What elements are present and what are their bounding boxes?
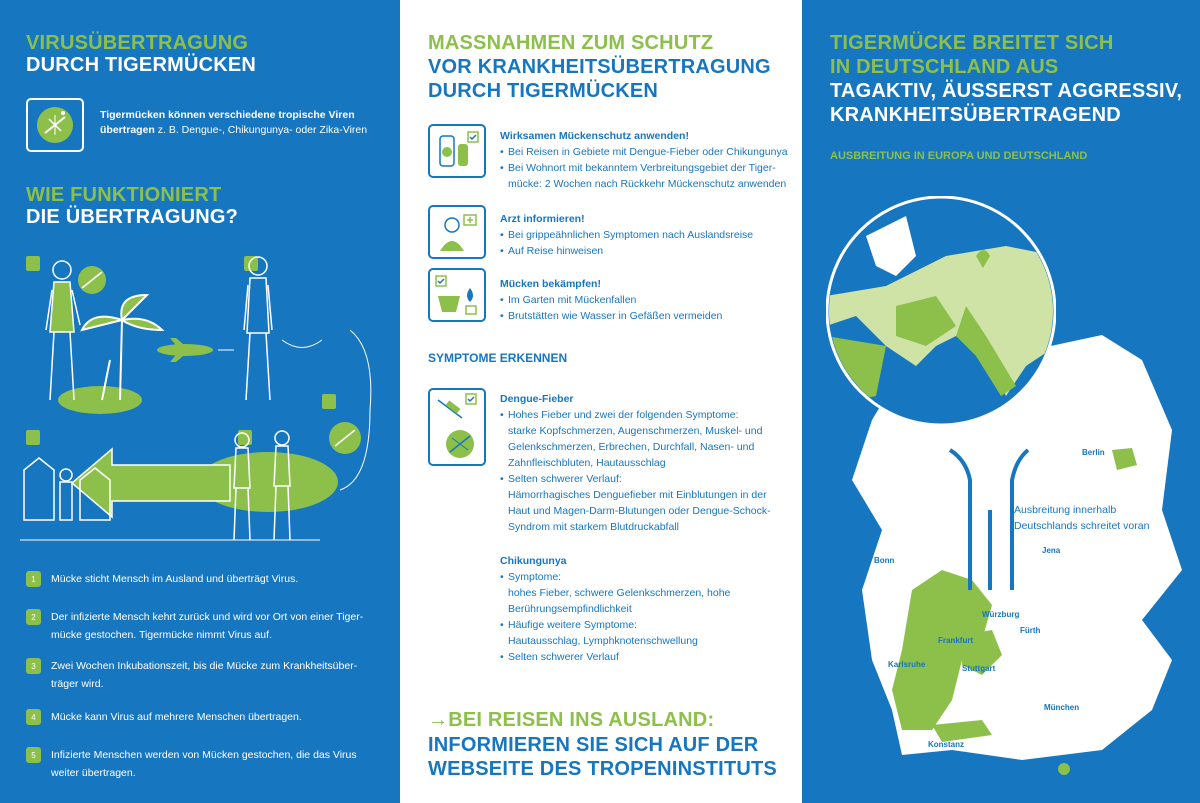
chik-bullet-1: • Symptome:: [500, 569, 790, 585]
transmission-illustration: [20, 250, 390, 550]
city-fuerth: Fürth: [1020, 626, 1041, 635]
measure-3-title: Mücken bekämpfen!: [500, 278, 601, 290]
doctor-icon: [434, 211, 480, 253]
intro-rest: z. B. Dengue-, Chikungunya- oder Zika-Viren: [154, 124, 368, 136]
dengue-bullet-2: • Selten schwerer Verlauf:: [500, 471, 790, 487]
right-subtitle: AUSBREITUNG IN EUROPA UND DEUTSCHLAND: [830, 150, 1088, 162]
step-4: [26, 708, 376, 726]
right-panel: [802, 0, 1200, 803]
city-bonn: Bonn: [874, 556, 895, 565]
left-title-line2: DURCH TIGERMÜCKEN: [26, 54, 257, 76]
how-title-line1: WIE FUNKTIONIERT: [26, 184, 222, 206]
step-2-number: 2: [26, 609, 41, 625]
trap-icon: [434, 274, 480, 316]
dengue-block: [500, 391, 790, 535]
step-1-number: 1: [26, 571, 41, 587]
left-title-line1: VIRUSÜBERTRAGUNG: [26, 32, 249, 54]
trap-icon-box: [428, 268, 486, 322]
mosquito-icon-box: [26, 98, 84, 152]
intro-bold: Tigermücken können verschiedene tropische Viren übertragen: [100, 109, 355, 136]
measure-3-bullet-1: • Im Garten mit Mückenfallen: [500, 292, 790, 308]
measure-3-bullet-2: • Brutstätten wie Wasser in Gefäßen vermeiden: [500, 308, 790, 324]
symptoms-title: SYMPTOME ERKENNEN: [428, 351, 568, 365]
europe-map: [826, 196, 1056, 426]
measure-2: [500, 211, 790, 259]
city-berlin: Berlin: [1082, 448, 1105, 457]
airplane-icon: [157, 338, 213, 362]
city-freiburg: Freiburg: [858, 707, 891, 716]
dengue-bullet-1: • Hohes Fieber und zwei der folgenden Symptome:: [500, 407, 790, 423]
city-jena: Jena: [1042, 546, 1061, 555]
mid-title-line3: DURCH TIGERMÜCKEN: [428, 80, 659, 102]
dengue-title: Dengue-Fieber: [500, 393, 574, 405]
chik-bullet-3: • Selten schwerer Verlauf: [500, 649, 790, 665]
step-3-text: Zwei Wochen Inkubationszeit, bis die Mücke zum Krankheitsüber-träger wird.: [51, 660, 358, 690]
doctor-icon-box: [428, 205, 486, 259]
measure-2-bullet-1: • Bei grippeähnlichen Symptomen nach Auslandsreise: [500, 227, 790, 243]
city-frankfurt: Frankfurt: [938, 636, 974, 645]
step-4-text: Mücke kann Virus auf mehrere Menschen übertragen.: [51, 711, 302, 723]
city-stuttgart: Stuttgart: [962, 664, 996, 673]
chikungunya-block: [500, 553, 790, 665]
measure-1-bullet-1: • Bei Reisen in Gebiete mit Dengue-Fieber oder Chikungunya: [500, 144, 790, 160]
step-1-text: Mücke sticht Mensch im Ausland und überträgt Virus.: [51, 573, 299, 585]
measure-2-title: Arzt informieren!: [500, 213, 585, 225]
repellent-icon-box: [428, 124, 486, 178]
step-2-text: Der infizierte Mensch kehrt zurück und wird vor Ort von einer Tiger-mücke gestochen. Tigermücke nimmt Virus auf.: [51, 611, 364, 641]
spread-text-2: Deutschlands schreitet voran: [1014, 520, 1150, 532]
measure-1-title: Wirksamen Mückenschutz anwenden!: [500, 130, 689, 142]
step-5: [26, 746, 376, 782]
how-title-line2: DIE ÜBERTRAGUNG?: [26, 206, 239, 228]
legend-dot-icon: [1058, 763, 1070, 775]
measure-1: [500, 128, 790, 192]
measure-1-bullet-2: • Bei Wohnort mit bekanntem Verbreitungsgebiet der Tiger-mücke: 2 Wochen nach Rückkehr Mückenschutz anwenden: [500, 160, 790, 192]
legend: [1058, 763, 1129, 775]
repellent-icon: [434, 130, 480, 172]
step-3: [26, 657, 376, 693]
city-konstanz: Konstanz: [928, 740, 964, 749]
city-wuerzburg: Würzburg: [982, 610, 1020, 619]
left-intro: [100, 108, 380, 138]
travel-line3: WEBSEITE DES TROPENINSTITUTS: [428, 758, 777, 780]
right-title-line2: IN DEUTSCHLAND AUS: [830, 56, 1059, 78]
middle-panel: [400, 0, 802, 803]
chik-bullet-2-detail: Hautausschlag, Lymphknotenschwellung: [508, 635, 698, 647]
city-muenchen: München: [1044, 703, 1080, 712]
mosquito-icon: [35, 105, 75, 145]
right-title-line3: TAGAKTIV, ÄUSSERST AGGRESSIV,: [830, 80, 1183, 102]
mid-title-line1: MASSNAHMEN ZUM SCHUTZ: [428, 32, 714, 54]
travel-line1: →BEI REISEN INS AUSLAND:: [428, 709, 715, 731]
left-panel: [0, 0, 400, 803]
chikungunya-title: Chikungunya: [500, 555, 567, 567]
chik-bullet-2: • Häufige weitere Symptome:: [500, 617, 790, 633]
syringe-icon-box: [428, 388, 486, 466]
step-2: [26, 608, 376, 644]
step-5-number: 5: [26, 747, 41, 763]
city-karlsruhe: Karlsruhe: [888, 660, 926, 669]
mid-title-line2: VOR KRANKHEITSÜBERTRAGUNG: [428, 56, 771, 78]
step-1: [26, 570, 376, 588]
right-title-line4: KRANKHEITSÜBERTRAGEND: [830, 104, 1121, 126]
measure-3: [500, 276, 790, 324]
palm-icon: [82, 295, 162, 400]
travel-line2: INFORMIEREN SIE SICH AUF DER: [428, 734, 759, 756]
measure-2-bullet-2: • Auf Reise hinweisen: [500, 243, 790, 259]
step-4-number: 4: [26, 709, 41, 725]
spread-text: [1014, 502, 1149, 534]
step-5-text: Infizierte Menschen werden von Mücken gestochen, die das Virus weiter übertragen.: [51, 749, 357, 779]
spread-text-1: Ausbreitung innerhalb: [1014, 504, 1117, 516]
step-3-number: 3: [26, 658, 41, 674]
legend-label: Population: [1078, 763, 1129, 775]
dengue-bullet-1-detail: starke Kopfschmerzen, Augenschmerzen, Muskel- und Gelenkschmerzen, Erbrechen, Durchfall, Nasen- und Zahnfleischbluten, Hautausschlag: [508, 425, 763, 469]
syringe-icon: [434, 392, 480, 462]
chik-bullet-1-detail: hohes Fieber, schwere Gelenkschmerzen, hohe Berührungsempfindlichkeit: [508, 587, 731, 615]
right-title-line1: TIGERMÜCKE BREITET SICH: [830, 32, 1114, 54]
dengue-bullet-2-detail: Hämorrhagisches Denguefieber mit Einblutungen in der Haut und Magen-Darm-Blutungen oder Dengue-Schock-Syndrom mit starkem Blutdruckabfall: [508, 489, 771, 533]
